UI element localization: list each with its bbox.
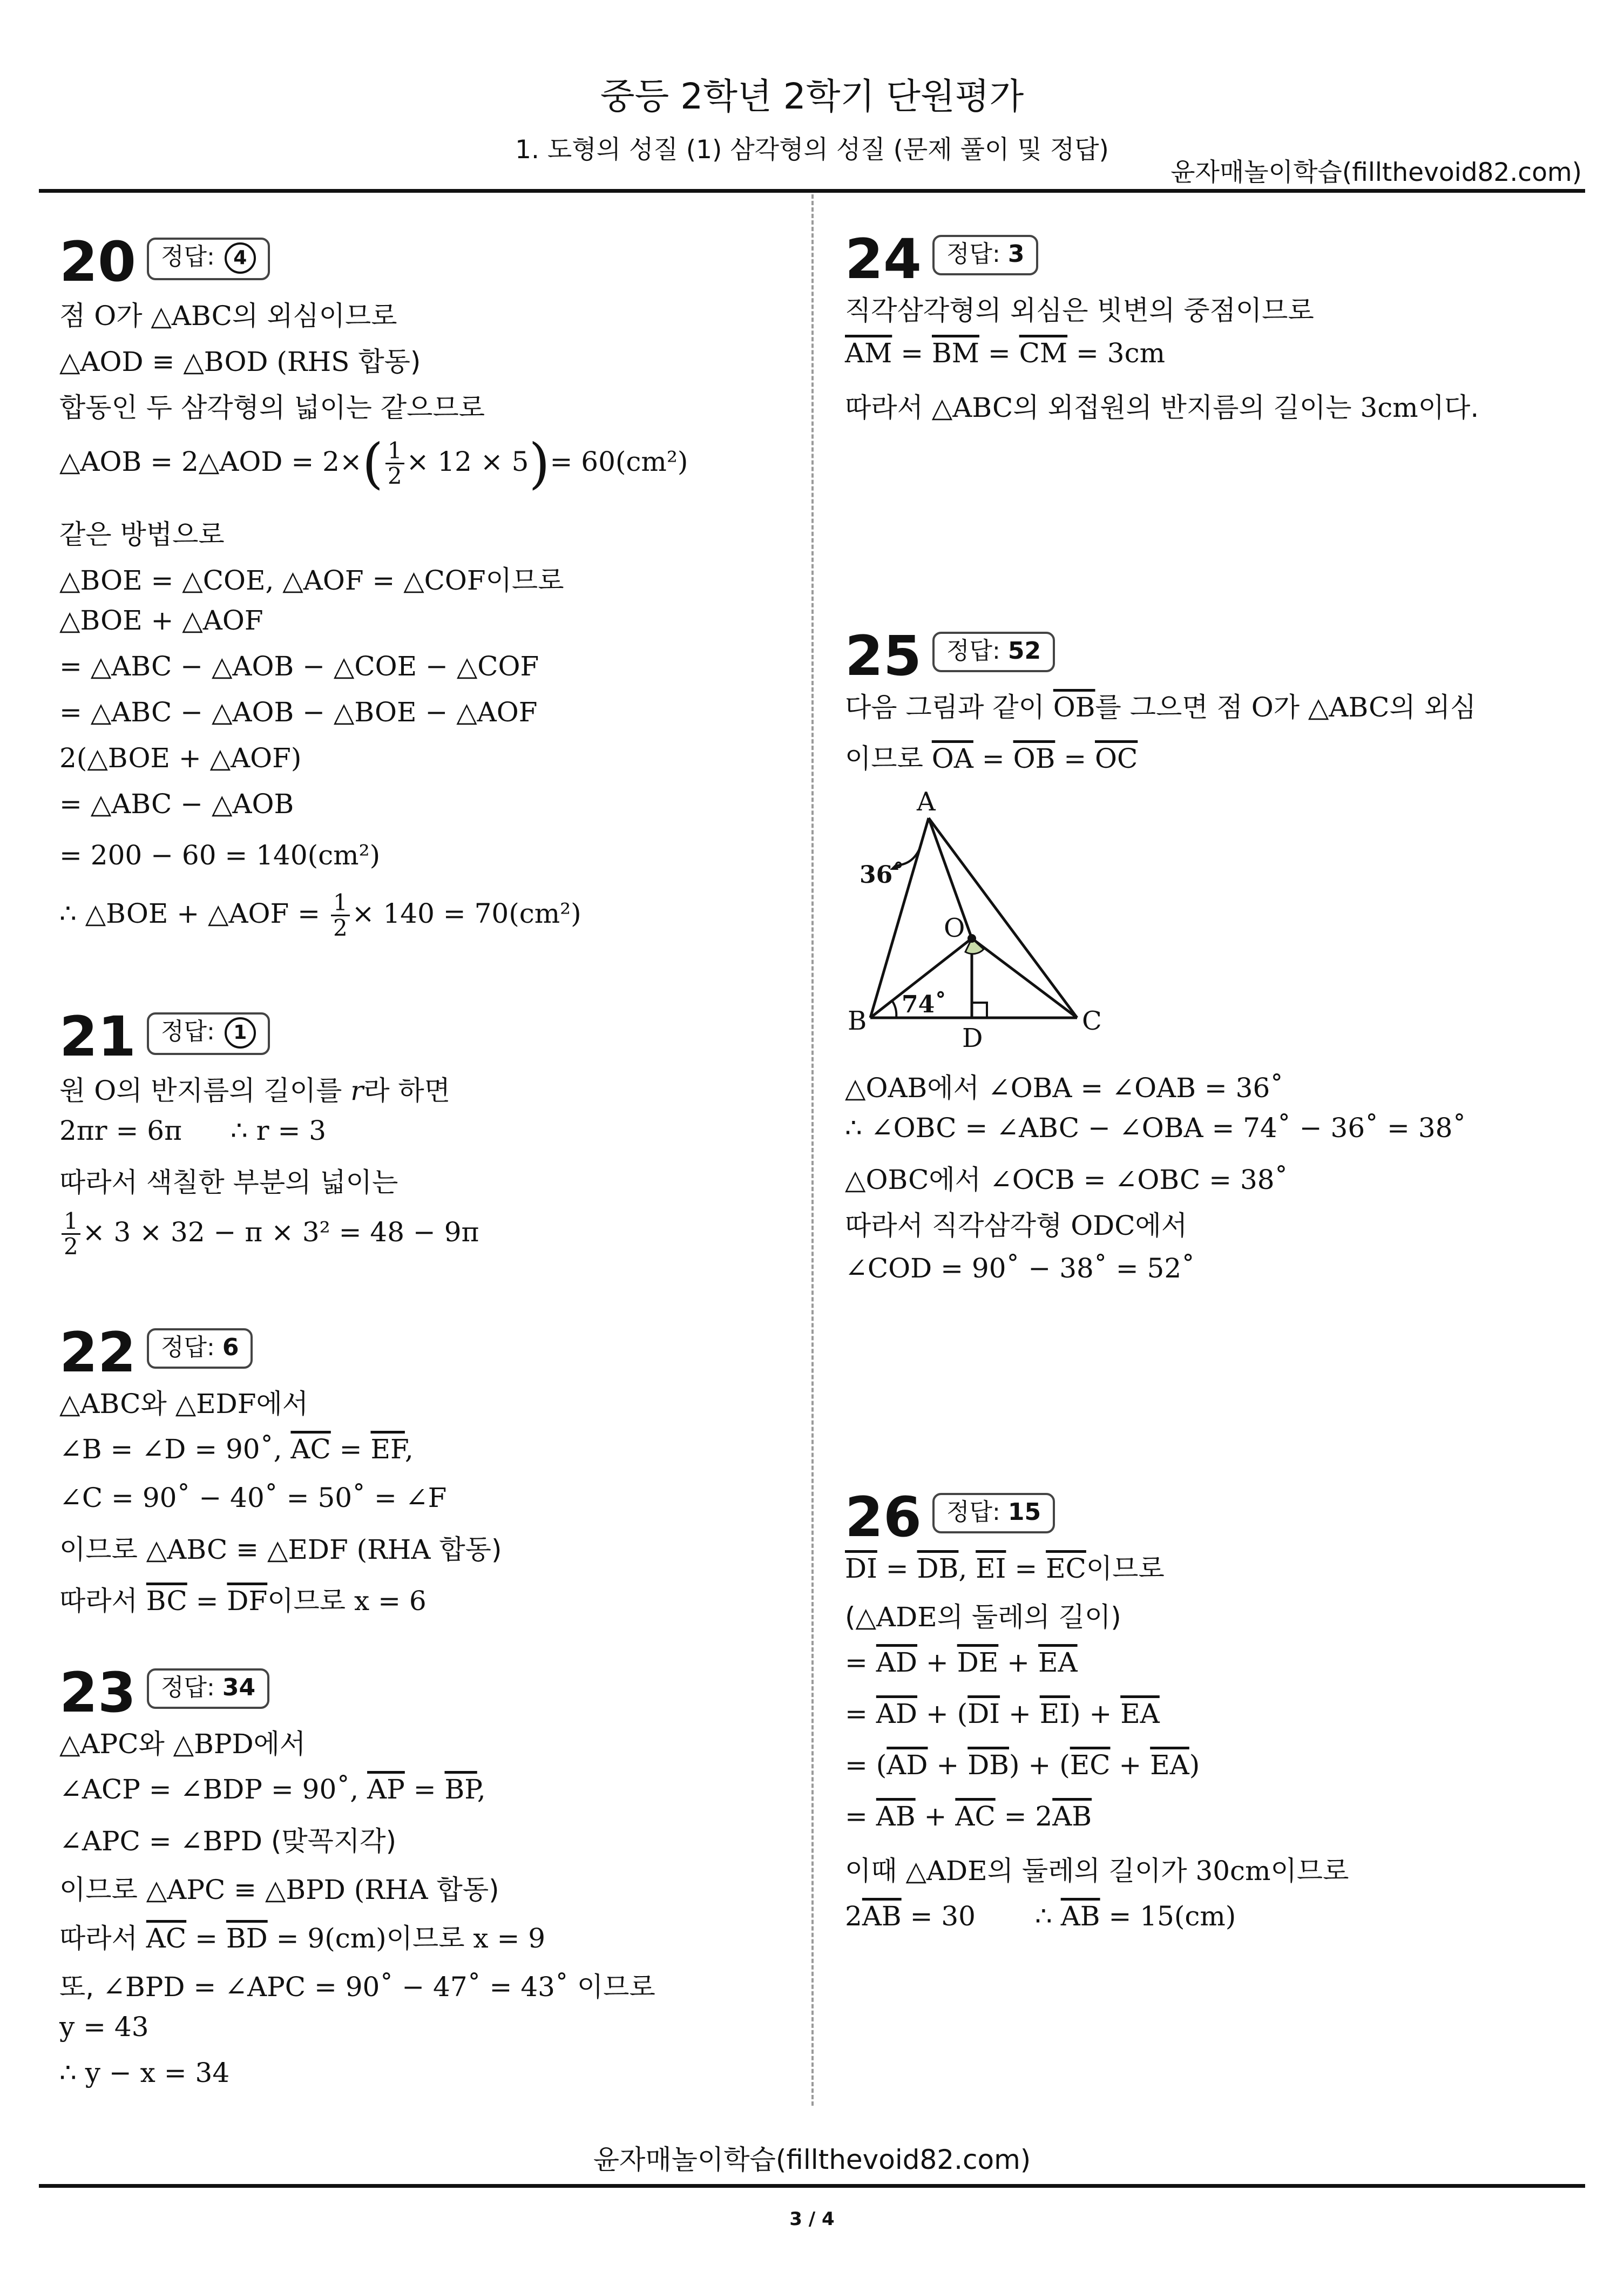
column-divider [811,194,814,2106]
q23-line-2: ∠ACP = ∠BDP = 90˚, $\overline{AP} = \overline{BP}$, [59,1774,486,1805]
q26-line-6: = $\overline{AB} + \overline{AC} = 2\overline{AB}$ [845,1801,1092,1832]
q20-number: 20 [59,230,136,294]
q26-answer-badge: 정답: 15 [932,1493,1055,1533]
q25-line-3: △OAB에서 ∠OBA = ∠OAB = 36˚ [845,1072,1284,1104]
q23-line-8: ∴ y − x = 34 [59,2057,230,2088]
q26-number: 26 [845,1485,922,1550]
q20-line-2: △AOD ≡ △BOD (RHS 합동) [59,346,421,377]
q20-line-5: 같은 방법으로 [59,519,225,550]
q24-line-3: 따라서 △ABC의 외접원의 반지름의 길이는 3cm이다. [845,392,1479,423]
q24-line-2: $\overline{AM} = \overline{BM} = \overline{CM} = 3cm$ [845,337,1166,369]
label-A: A [917,787,936,817]
q22-line-1: △ABC와 △EDF에서 [59,1388,309,1419]
q26-line-8: $2\overline{AB} = 30$ ∴ $\overline{AB} = 15(cm)$ [845,1901,1236,1932]
q24-answer: 3 [1007,240,1025,268]
q23-line-4: 이므로 △APC ≡ △BPD (RHA 합동) [59,1874,499,1905]
q23-line-1: △APC와 △BPD에서 [59,1728,306,1760]
q26-line-3: = $\overline{AD} + \overline{DE} + \overline{EA}$ [845,1647,1078,1678]
q23-answer-badge: 정답: 34 [147,1668,269,1709]
header-rule [39,189,1585,193]
q25-line-1: 다음 그림과 같이 $\overline{OB}$를 그으면 점 O가 △ABC의 외심 [845,692,1477,723]
label-angle-74: 74˚ [902,991,947,1018]
footer-rule [39,2184,1585,2188]
answer-label: 정답: [161,243,222,271]
q23-line-3: ∠APC = ∠BPD (맞꼭지각) [59,1826,397,1857]
q22-line-3: ∠C = 90˚ − 40˚ = 50˚ = ∠F [59,1482,447,1513]
header-site: 윤자매놀이학습(fillthevoid82.com) [1170,158,1582,187]
q21-line-3: 따라서 색칠한 부분의 넓이는 [59,1167,398,1198]
page-subtitle: 1. 도형의 성질 (1) 삼각형의 성질 (문제 풀이 및 정답) [515,135,1109,165]
q21-line-2: 2πr = 6π ∴ r = 3 [59,1115,327,1146]
q20-line-12: = 200 − 60 = 140(cm²) [59,840,381,871]
q25-triangle-figure [842,786,1145,1066]
q20-line-10: 2(△BOE + △AOF) [59,742,302,774]
page-title: 중등 2학년 2학기 단원평가 [600,76,1024,117]
q26-answer: 15 [1007,1498,1041,1526]
q26-line-7: 이때 △ADE의 둘레의 길이가 30cm이므로 [845,1855,1349,1887]
q20-answer-badge [147,238,270,280]
footer-site: 윤자매놀이학습(fillthevoid82.com) [593,2144,1031,2175]
q23-line-6: 또, ∠BPD = ∠APC = 90˚ − 47˚ = 43˚ 이므로 [59,1971,655,2003]
q24-answer-badge: 정답: 3 [932,235,1038,275]
q22-line-4: 이므로 △ABC ≡ △EDF (RHA 합동) [59,1534,502,1565]
q25-line-5: △OBC에서 ∠OCB = ∠OBC = 38˚ [845,1164,1288,1195]
q25-answer-badge: 정답: 52 [932,632,1055,672]
q25-line-7: ∠COD = 90˚ − 38˚ = 52˚ [845,1253,1195,1284]
q24-number: 24 [845,227,922,292]
q23-answer: 34 [222,1674,256,1701]
q21-line-1: 원 O의 반지름의 길이를 r라 하면 [59,1075,450,1106]
q23-number: 23 [59,1661,136,1725]
q20-line-11: = △ABC − △AOB [59,788,294,820]
q22-number: 22 [59,1321,136,1385]
label-B: B [848,1006,867,1036]
q24-line-1: 직각삼각형의 외심은 빗변의 중점이므로 [845,295,1314,326]
label-O: O [944,913,965,943]
label-D: D [962,1023,983,1053]
q26-line-4: = $\overline{AD} + (\overline{DI} + \overline{EI}) + \overline{EA}$ [845,1698,1160,1729]
q20-line-8: = △ABC − △AOB − △COE − △COF [59,651,539,682]
q20-line-9: = △ABC − △AOB − △BOE − △AOF [59,697,538,728]
q25-line-2: 이므로 $\overline{OA} = \overline{OB} = \overline{OC}$ [845,743,1138,774]
q20-line-13: ∴ △BOE + △AOF = $\frac{1}{2}$ × 140 = 70(cm²) [59,889,581,942]
q23-line-5: 따라서 $\overline{AC} = \overline{BD} = 9(cm)$이므로 x = 9 [59,1923,546,1954]
q21-number: 21 [59,1005,136,1069]
q26-line-5: = $(\overline{AD} + \overline{DB}) + (\overline{EC} + \overline{EA})$ [845,1749,1200,1781]
q21-answer-badge: 정답: 1 [147,1012,270,1055]
q26-line-2: (△ADE의 둘레의 길이) [845,1601,1121,1633]
q23-line-7: y = 43 [59,2011,149,2043]
q22-answer: 6 [222,1334,239,1361]
q21-line-4: $\frac{1}{2}$ × 3 × 32 − π × 3² = 48 − 9π [59,1209,479,1259]
q25-number: 25 [845,624,922,688]
q22-line-2: ∠B = ∠D = 90˚, $\overline{AC} = \overline{EF}$, [59,1434,414,1465]
label-C: C [1082,1006,1102,1036]
q25-line-6: 따라서 직각삼각형 ODC에서 [845,1210,1188,1241]
q20-line-1: 점 O가 △ABC의 외심이므로 [59,300,397,332]
q20-line-3: 합동인 두 삼각형의 넓이는 같으므로 [59,392,485,423]
q25-line-4: ∴ ∠OBC = ∠ABC − ∠OBA = 74˚ − 36˚ = 38˚ [845,1112,1466,1144]
label-angle-36: 36˚ [860,861,905,889]
q20-line-6: △BOE = △COE, △AOF = △COF이므로 [59,565,564,596]
page-number: 3 / 4 [789,2208,835,2230]
q26-line-1: $\overline{DI} = \overline{DB}$, $\overline{EI} = \overline{EC}$이므로 [845,1553,1165,1584]
q20-line-4: △AOB = 2△AOD = 2×( $\frac{1}{2}$ × 12 × 5)= 60(cm²) [59,432,688,495]
q21-answer: 1 [225,1017,256,1049]
q22-answer-badge: 정답: 6 [147,1328,253,1369]
q20-answer: 4 [225,242,256,274]
q22-line-5: 따라서 $\overline{BC} = \overline{DF}$이므로 x = 6 [59,1585,427,1617]
q25-answer: 52 [1007,637,1041,665]
q20-line-7: △BOE + △AOF [59,605,263,636]
